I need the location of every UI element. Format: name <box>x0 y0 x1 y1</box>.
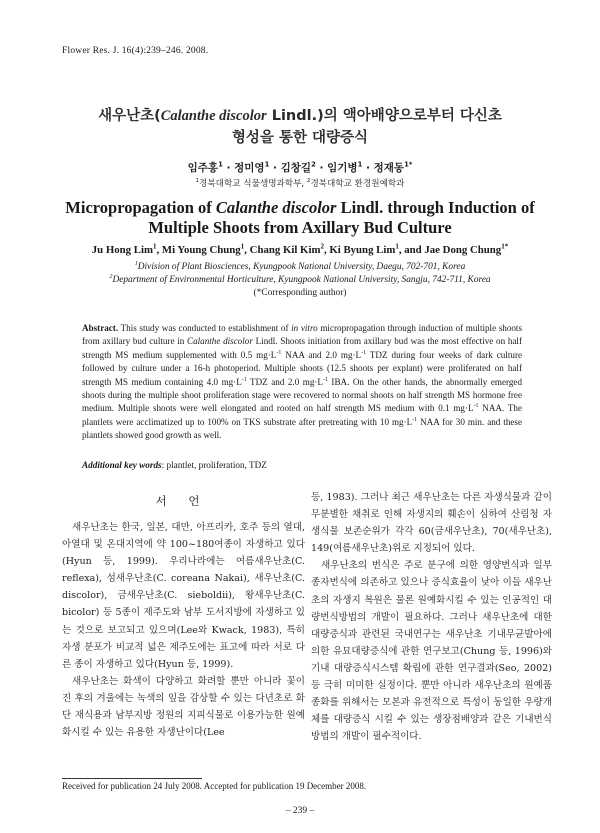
body-paragraph: 새우난초는 한국, 일본, 대만, 아프리카, 호주 등의 열대, 아열대 및 온대지역에 약 100~180여종이 자생하고 있다(Hyun 등, 1999). 우리나라에는 여름새우난초(C. reflexa), 섬새우난초(C. coreana Nakai), 새우난초(C. discolor), 금새우난초(C. sieboldii), 왕새우난초(C. bicolor) 등 5종이 제주도와 남부 도서지방에 자생하고 있는 것으로 보고되고 있으며(Lee와 Kwack, 1983), 특히 자생 분포가 비교적 넓은 제주도에는 표고에 따라 서로 다른 종이 자생하고 있다(Hyun 등, 1999). <box>62 522 305 670</box>
korean-title-post: Lindl.)의 액아배양으로부터 다신초 <box>266 108 502 124</box>
korean-title-line-1 <box>0 104 600 125</box>
corresponding-author-note: (*Corresponding author) <box>253 288 347 298</box>
english-authors: Ju Hong Lim$^1$, Mi Young Chung$^1$, Chang Kil Kim$^2$, Ki Byung Lim$^1$, and Jae Dong Chung$^{1*}$ <box>91 242 509 256</box>
korean-author: 김창길$^2$ <box>280 160 316 174</box>
english-author: and Jae Dong Chung$^{1*}$ <box>404 242 509 256</box>
body-column-right <box>311 489 552 745</box>
korean-author: 임기병$^1$ <box>327 160 363 174</box>
body-column-left <box>62 519 305 741</box>
english-author: Ki Byung Lim$^1$ <box>329 242 399 256</box>
section-heading-introduction: 서 언 <box>155 494 209 508</box>
english-author: Ju Hong Lim$^1$ <box>91 242 157 256</box>
english-affiliation-1: $^1$Division of Plant Biosciences, Kyungpook National University, Daegu, 702-701, Korea <box>134 260 466 272</box>
english-author: Chang Kil Kim$^2$ <box>249 242 324 256</box>
additional-keywords <box>82 460 522 470</box>
korean-title-species: Calanthe discolor <box>160 108 267 124</box>
korean-authors: 임주홍$^1$ · 정미영$^1$ · 김창길$^2$ · 임기병$^1$ · 정재동$^{1*}$ <box>187 160 413 174</box>
english-title-species: Calanthe discolor <box>215 198 337 217</box>
english-affiliation-2: $^2$Department of Environmental Horticulture, Kyungpook National University, Sangju, 742-711, Korea <box>109 273 491 285</box>
body-paragraph: 새우난초의 번식은 주로 분구에 의한 영양번식과 일부 종자번식에 의존하고 있으나 증식효율이 낮아 이들 새우난초의 자생지 복원은 물론 원예화시킬 수 있는 인공적인 대량번식방법의 개발이 필요하다. 그러나 새우난초에 대한 대량증식과 관련된 국내연구는 새우난초 기내무균발아에 의한 유묘대량증식에 관한 연구보고(Chung 등, 1996)와 기내 대량증식시스템 확립에 관한 연구결과(Seo, 2002) 등 극히 미미한 실정이다. 뿐만 아니라 새우난초의 원예품종화를 위해서는 모본과 유전적으로 특성이 동일한 우량개체를 대량증식 시킬 수 있는 생장점배양과 같은 기내번식방법의 개발이 필수적이다. <box>311 560 552 743</box>
abstract-label: Abstract. <box>82 323 119 333</box>
korean-author: 정재동$^{1*}$ <box>373 160 413 174</box>
korean-title-line-2: 형성을 통한 대량증식 <box>231 130 369 146</box>
page-number: – 239 – <box>285 806 315 816</box>
korean-affiliations: $^1$경북대학교 식물생명과학부, $^2$경북대학교 환경원예학과 <box>195 178 405 189</box>
abstract: Abstract. This study was conducted to establishment of in vitro micropropagation through induction of multiple shoots from axillary bud culture in Calanthe discolor Lindl. Shoots initiation from axillary bud was the most effective on half strength MS medium supplemented with 0.5 $mg\cdot L^{-1}$ NAA and 2.0 $mg\cdot L^{-1}$ TDZ during four weeks of dark culture followed by culture under a 16-h photoperiod. Multiple shoots (12.5 shoots per explant) were proliferated on half strength MS medium containing 4.0 $mg\cdot L^{-1}$ TDZ and 2.0 $mg\cdot L^{-1}$ IBA. On the other hands, the abnormally emerged shoots during the multiple shoot proliferation stage were recovered to normal shoots on half strength MS hormone free medium. Multiple shoots were well elongated and rooted on half strength MS medium with 0.1 $mg\cdot L^{-1}$ NAA. The plantlets were acclimatized up to 100% on TKS substrate after pretreating with 10 $mg\cdot L^{-1}$ NAA for 30 min. and these plantlets showed good growth as well. <box>82 323 523 441</box>
publication-footnote: Received for publication 24 July 2008. Accepted for publication 19 December 2008. <box>62 781 367 791</box>
keywords-label: Additional key words <box>82 460 162 470</box>
english-author: Mi Young Chung$^1$ <box>161 242 245 256</box>
journal-reference: Flower Res. J. 16(4):239–246. 2008. <box>62 46 209 56</box>
body-paragraph: 새우난초는 화색이 다양하고 화려할 뿐만 아니라 꽃이 진 후의 겨울에는 녹색의 잎을 감상할 수 있는 다년초로 화단 재식용과 남부지방 정원의 지피식물로 이용가능한 원예화시킬 수 있는 유용한 자생난이다(Lee <box>62 675 305 739</box>
body-paragraph: 등, 1983). 그러나 최근 새우난초는 다른 자생식물과 같이 무분별한 채취로 인해 자생지의 훼손이 심하여 산림청 자생식물 보존순위가 각각 60(금새우난초), 70(새우난초), 149(여름새우난초)위로 지정되어 있다. <box>311 492 552 555</box>
keywords-text: : plantlet, proliferation, TDZ <box>161 460 267 470</box>
korean-author: 임주홍$^1$ <box>187 160 223 174</box>
english-title: Micropropagation of Calanthe discolor Lindl. through Induction of Multiple Shoots from Axillary Bud Culture <box>65 198 535 237</box>
korean-author: 정미영$^1$ <box>234 160 270 174</box>
korean-title-pre: 새우난초( <box>98 108 161 124</box>
footnote-divider <box>62 778 202 779</box>
